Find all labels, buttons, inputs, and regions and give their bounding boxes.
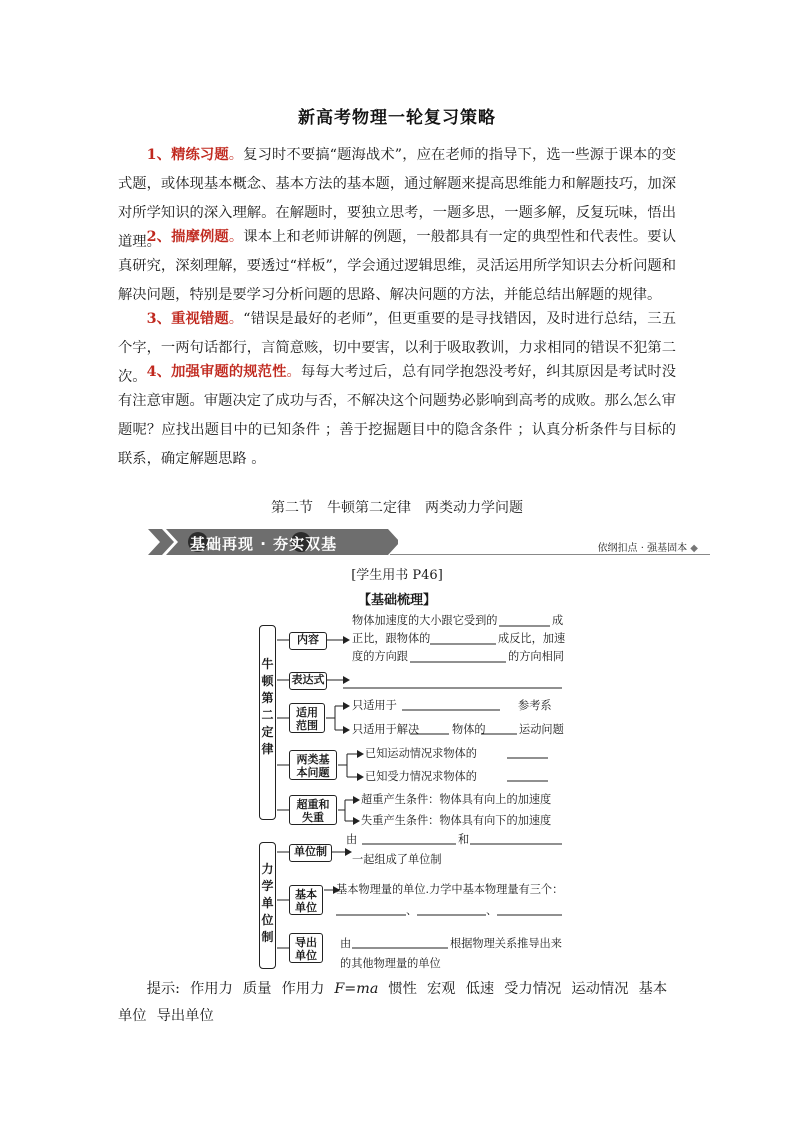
page-title: 新高考物理一轮复习策略 [298, 108, 496, 128]
group-newton-second-law: 牛顿第二定律 [259, 625, 276, 820]
unit-line-1b: 和 [458, 833, 470, 846]
base-unit-sep-2: 、 [486, 904, 498, 917]
group-unit-system: 力学单位制 [259, 842, 276, 969]
hint-label: 提示: [146, 981, 181, 997]
two-types-line-1: 已知运动情况求物体的 [365, 747, 477, 760]
scope-line-1b: 参考系 [518, 699, 552, 712]
hint-answer: 作用力 [281, 981, 325, 997]
section-subheading: 【基础梳理】 [357, 593, 436, 608]
node-unit-system: 单位制 [289, 844, 332, 862]
hint-answer: 导出单位 [156, 1008, 214, 1024]
derived-unit-line-1a: 由 [340, 937, 352, 950]
scope-line-2c: 运动问题 [519, 723, 564, 736]
content-line-2a: 正比，跟物体的 [352, 632, 431, 645]
hint-answer: F=ma [334, 981, 379, 997]
hint-answer: 运动情况 [571, 981, 629, 997]
node-scope: 适用范围 [289, 703, 325, 733]
node-derived-unit: 导出单位 [289, 933, 323, 963]
book-reference: [学生用书 P46] [351, 568, 443, 583]
paragraph-heading: 1、精练习题。 [146, 147, 244, 163]
banner-subtitle: 依纲扣点 · 强基固本 ◆ [597, 543, 698, 554]
node-overweight: 超重和失重 [289, 795, 337, 825]
hint-answer: 宏观 [426, 981, 456, 997]
unit-line-2: 一起组成了单位制 [352, 853, 442, 866]
content-line-3b: 的方向相同 [508, 650, 564, 663]
two-types-line-2: 已知受力情况求物体的 [365, 770, 477, 783]
paragraph-text: 课本上和老师讲解的例题，一般都具有一定的典型性和代表性。要认真研究，深刻理解，要透过“样板”，学会通过逻辑思维，灵活运用所学知识去分析问题和解决问题，特别是要学习分析问题的思路、解决问题的方法，并能总结出解题的规律。 [118, 229, 677, 303]
node-expression: 表达式 [289, 672, 327, 690]
hint-answer: 基本单位 [118, 981, 668, 1024]
paragraph-heading: 4、加强审题的规范性。 [146, 364, 301, 380]
scope-line-2a: 只适用于解决 [352, 723, 420, 736]
derived-unit-line-1b: 根据物理关系推导出来 [450, 937, 562, 950]
hint-answer: 惯性 [388, 981, 417, 997]
scope-line-2b: 物体的 [452, 723, 486, 736]
content-line-1: 物体加速度的大小跟它受到的 [352, 614, 498, 627]
paragraph-text: “错误是最好的老师”，但更重要的是寻找错因，及时进行总结，三五个字，一两句话都行，言简意赅，切中要害，以利于吸取教训，力求相同的错误不犯第二次。 [118, 311, 676, 385]
banner-title: 基础再现 · 夯实双基 [190, 535, 338, 553]
node-content: 内容 [289, 632, 327, 650]
content-line-3a: 度的方向跟 [352, 650, 408, 663]
node-two-types: 两类基本问题 [289, 750, 337, 780]
overweight-line: 超重产生条件：物体具有向上的加速度 [361, 793, 552, 806]
paragraph-heading: 2、揣摩例题。 [146, 229, 244, 245]
unit-line-1a: 由 [346, 833, 358, 846]
content-line-2b: 成反比，加速 [498, 632, 566, 645]
paragraph-heading: 3、重视错题。 [146, 311, 244, 327]
scope-line-1a: 只适用于 [352, 699, 397, 712]
hint-answer: 受力情况 [504, 981, 562, 997]
node-base-unit: 基本单位 [289, 885, 323, 915]
weightless-line: 失重产生条件：物体具有向下的加速度 [361, 814, 552, 827]
paragraph-text: 每每大考过后，总有同学抱怨没考好，纠其原因是考试时没有注意审题。审题决定了成功与否，不解决这个问题势必影响到高考的成败。那么怎么审题呢？应找出题目中的已知条件 ；善于挖掘题目中的隐含条件 ；认真分析条件与目标的联系，确定解题思路 。 [118, 364, 677, 467]
derived-unit-line-2: 的其他物理量的单位 [340, 957, 441, 970]
hint-answer: 质量 [242, 981, 272, 997]
hint-answer: 低速 [465, 981, 495, 997]
base-unit-sep-1: 、 [406, 904, 418, 917]
section-title: 第二节 牛顿第二定律 两类动力学问题 [271, 500, 523, 516]
diamond-icon: ◆ [690, 543, 698, 554]
hint-answer: 作用力 [190, 981, 233, 997]
paragraph-text: 复习时不要搞“题海战术”，应在老师的指导下，选一些源于课本的变式题，或体现基本概念、基本方法的基本题，通过解题来提高思维能力和解题技巧，加深对所学知识的深入理解。在解题时，要独立思考，一题多思，一题多解，反复玩味，悟出道理。 [118, 147, 676, 250]
content-line-1-end: 成 [552, 614, 564, 627]
answer-hint [118, 976, 678, 1030]
base-unit-line-1: 基本物理量的单位.力学中基本物理量有三个： [336, 883, 564, 896]
